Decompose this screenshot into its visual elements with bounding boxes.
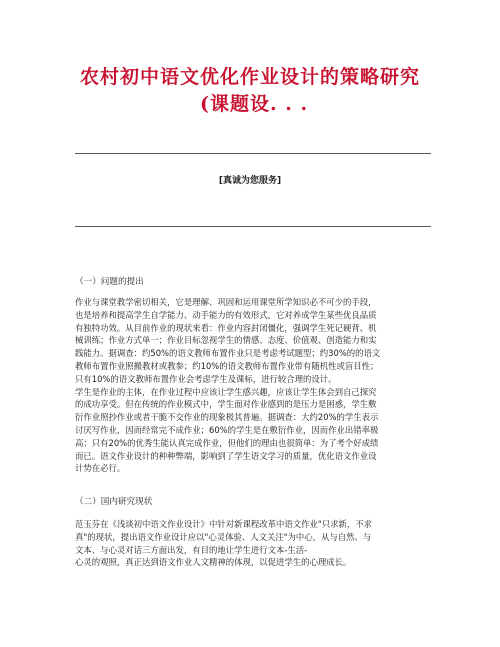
text-line: 也是培养和提高学生自学能力、动手能力的有效形式，它对养成学生某些优良品质 — [75, 309, 377, 320]
text-line: 只有10%的语文教师布置作业会考虑学生及课标，进行较合理的设计。 — [75, 373, 337, 384]
text-line: 有独特功效。从目前作业的现状来看：作业内容封闭僵化，强调学生死记硬背、机 — [75, 322, 377, 333]
text-line: 作业与课堂教学密切相关，它是理解、巩固和运用课堂所学知识必不可少的手段， — [75, 297, 377, 307]
section-2-paragraph-1 — [75, 518, 430, 569]
section-1-body — [75, 296, 430, 475]
section-1-paragraph-1 — [75, 296, 430, 386]
text-line: 讨厌写作业，因而经常完不成作业；60%的学生是在敷衍作业，因而作业出错率极 — [75, 424, 379, 435]
title-line-2: (课题设. . . — [200, 93, 309, 115]
text-line: 高；只有20%的优秀生能认真完成作业，但他们的理由也很简单：为了考个好成绩 — [75, 437, 379, 448]
section-2-body — [75, 518, 430, 569]
divider-bottom — [75, 226, 431, 227]
text-line: 真"的现状，提出语文作业设计应以"心灵体验、人文关注"为中心，从与自然、与 — [75, 531, 372, 542]
text-line: 计势在必行。 — [75, 463, 126, 474]
text-line: 践能力。据调查：约50%的语文教师布置作业只是考虑考试题型；约30%的的语文 — [75, 348, 381, 359]
text-line: 的成功享受。但在传统的作业模式中，学生面对作业感到的是压力是困惑，学生敷 — [75, 399, 377, 410]
document-title — [60, 64, 440, 118]
text-line: 而已。语文作业设计的种种弊端，影响到了学生语文学习的质量，优化语文作业设 — [75, 450, 377, 461]
text-line: 械训练；作业方式单一；作业目标忽视学生的情感、态度、价值观、创造能力和实 — [75, 335, 377, 346]
text-line: 学生是作业的主体，在作业过程中应该让学生感兴趣，应该让学生体会到自己探究 — [75, 386, 377, 397]
text-line: 文本、与心灵对话三方面出发，有目的地让学生进行文本-生活- — [75, 544, 308, 555]
text-line: 教师布置作业照搬教材或教参；约10%的语文教师布置作业带有随机性或盲目性； — [75, 360, 379, 371]
service-banner: [真诚为您服务] — [218, 176, 282, 186]
section-1-heading: （一）问题的提出 — [75, 277, 144, 287]
section-2-heading: （二）国内研究现状 — [75, 497, 153, 507]
divider-top — [75, 153, 431, 154]
text-line: 心灵的观照，真正达到语文作业人文精神的体现，以促进学生的心理成长。 — [75, 557, 352, 568]
title-line-1: 农村初中语文优化作业设计的策略研究 — [79, 66, 420, 88]
text-line: 范玉芬在《浅谈初中语文作业设计》中针对新课程改革中语文作业"只求新，不求 — [75, 519, 372, 529]
text-line: 衍作业照抄作业或者干脆不交作业的现象极其普遍。据调查：大约20%的学生表示 — [75, 412, 379, 423]
section-1-paragraph-2 — [75, 386, 430, 476]
